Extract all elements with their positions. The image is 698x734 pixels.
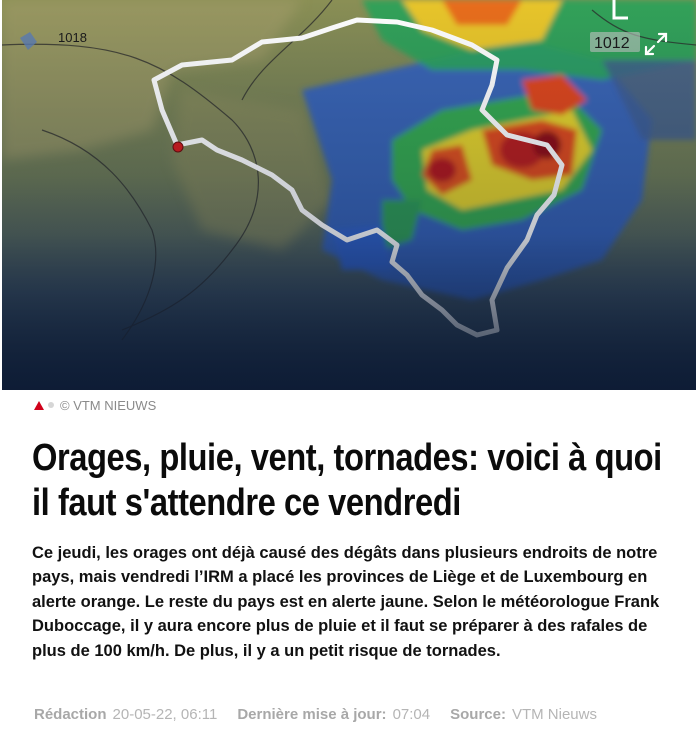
redaction-date: 20-05-22, 06:11: [112, 706, 218, 723]
caret-up-icon: [34, 401, 44, 410]
image-caption: [34, 397, 156, 413]
expand-icon[interactable]: [642, 30, 670, 58]
weather-map-image: [2, 0, 696, 390]
updated-label: Dernière mise à jour:: [237, 706, 387, 723]
weather-radar-map: [2, 0, 696, 390]
source-value: VTM Nieuws: [511, 706, 597, 723]
article-title: Orages, pluie, vent, tornades: voici à quoi il faut s'attendre ce vendredi: [32, 437, 662, 524]
article-meta: [34, 706, 597, 723]
dot-icon: [48, 402, 54, 408]
source-label: Source:: [450, 706, 506, 723]
article-lead: Ce jeudi, les orages ont déjà causé des dégâts dans plusieurs endroits de notre pays, mais vendredi l’IRM a placé les provinces de Liège et de Luxembourg en alerte orange. Le reste du pays est en alerte jaune. Selon le météorologue Frank Duboccage, il y aura encore plus de pluie et il faut se préparer à des rafales de plus de 100 km/h. De plus, il y a un petit risque de tornades.: [32, 544, 660, 660]
updated-time: 07:04: [392, 706, 431, 723]
photo-credit: © VTM NIEUWS: [60, 397, 157, 413]
redaction-label: Rédaction: [34, 706, 107, 723]
